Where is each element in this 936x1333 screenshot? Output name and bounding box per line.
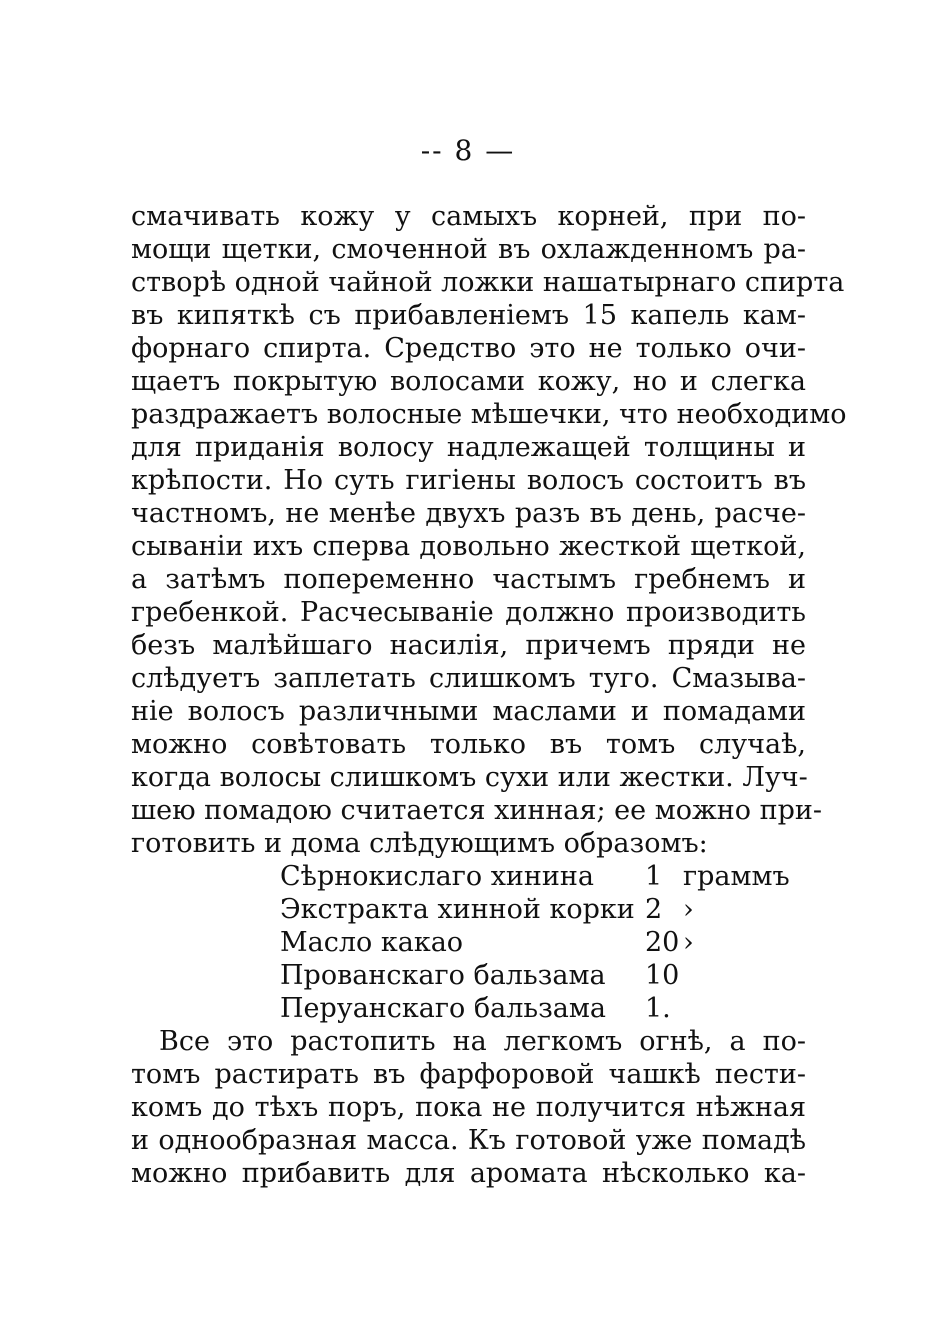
page-number: -- 8 — [420, 134, 516, 167]
text-line: щаетъ покрытую волосами кожу, но и слегка [131, 366, 806, 397]
text-line: раздражаетъ волосные мѣшечки, что необходимо [131, 399, 847, 430]
ingredient-name: Прованскаго бальзама [280, 960, 606, 991]
recipe-row [280, 992, 806, 1025]
text-line: частномъ, не менѣе двухъ разъ въ день, расче- [131, 498, 806, 529]
recipe-list [280, 860, 806, 1025]
text-line: готовить и дома слѣдующимъ образомъ: [131, 828, 708, 859]
recipe-row [280, 959, 806, 992]
text-line: сываніи ихъ сперва довольно жесткой щеткой, [131, 531, 806, 562]
text-line: смачивать кожу у самыхъ корней, при по- [131, 201, 806, 232]
text-line: комъ до тѣхъ поръ, пока не получится нѣжная [131, 1092, 806, 1123]
ingredient-unit: граммъ [683, 861, 790, 892]
text-line: ніе волосъ различными маслами и помадами [131, 696, 806, 727]
text-line: безъ малѣйшаго насилія, причемъ пряди не [131, 630, 806, 661]
text-line: форнаго спирта. Средство это не только очи- [131, 333, 806, 364]
ingredient-unit: › [683, 894, 694, 925]
text-line: можно совѣтовать только въ томъ случаѣ, [131, 729, 806, 760]
ingredient-name: Перуанскаго бальзама [280, 993, 606, 1024]
ingredient-amount: 20 [645, 927, 680, 958]
recipe-row [280, 893, 806, 926]
recipe-row [280, 926, 806, 959]
text-line: створѣ одной чайной ложки нашатырнаго спирта [131, 267, 845, 298]
text-line: Все это растопить на легкомъ огнѣ, а по- [159, 1026, 806, 1057]
text-line: крѣпости. Но суть гигіены волосъ состоитъ въ [131, 465, 806, 496]
text-line: когда волосы слишкомъ сухи или жестки. Луч- [131, 762, 808, 793]
paragraph-2 [131, 1025, 806, 1190]
paragraph-1 [131, 200, 847, 860]
text-line: и однообразная масса. Къ готовой уже помадѣ [131, 1125, 806, 1156]
text-line: для приданія волосу надлежащей толщины и [131, 432, 806, 463]
ingredient-unit [683, 992, 806, 1025]
text-line: томъ растирать въ фарфоровой чашкѣ пести- [131, 1059, 806, 1090]
text-line: мощи щетки, смоченной въ охлажденномъ ра- [131, 234, 806, 265]
ingredient-name: Экстракта хинной корки [280, 894, 635, 925]
text-line: а затѣмъ попеременно частымъ гребнемъ и [131, 564, 806, 595]
text-line: въ кипяткѣ съ прибавленіемъ 15 капель кам- [131, 300, 806, 331]
ingredient-name: Сѣрнокислаго хинина [280, 861, 595, 892]
text-line: шею помадою считается хинная; ее можно при- [131, 795, 823, 826]
ingredient-unit [683, 959, 806, 992]
ingredient-unit: › [683, 927, 694, 958]
ingredient-amount: 1. [645, 993, 671, 1024]
ingredient-amount: 2 [645, 894, 663, 925]
text-line: гребенкой. Расчесываніе должно производить [131, 597, 806, 628]
body-text [131, 200, 847, 1190]
text-line: слѣдуетъ заплетать слишкомъ туго. Смазыва- [131, 663, 806, 694]
ingredient-amount: 10 [645, 960, 680, 991]
recipe-row [280, 860, 806, 893]
ingredient-name: Масло какао [280, 927, 464, 958]
text-line: можно прибавить для аромата нѣсколько ка- [131, 1158, 806, 1189]
ingredient-amount: 1 [645, 861, 663, 892]
